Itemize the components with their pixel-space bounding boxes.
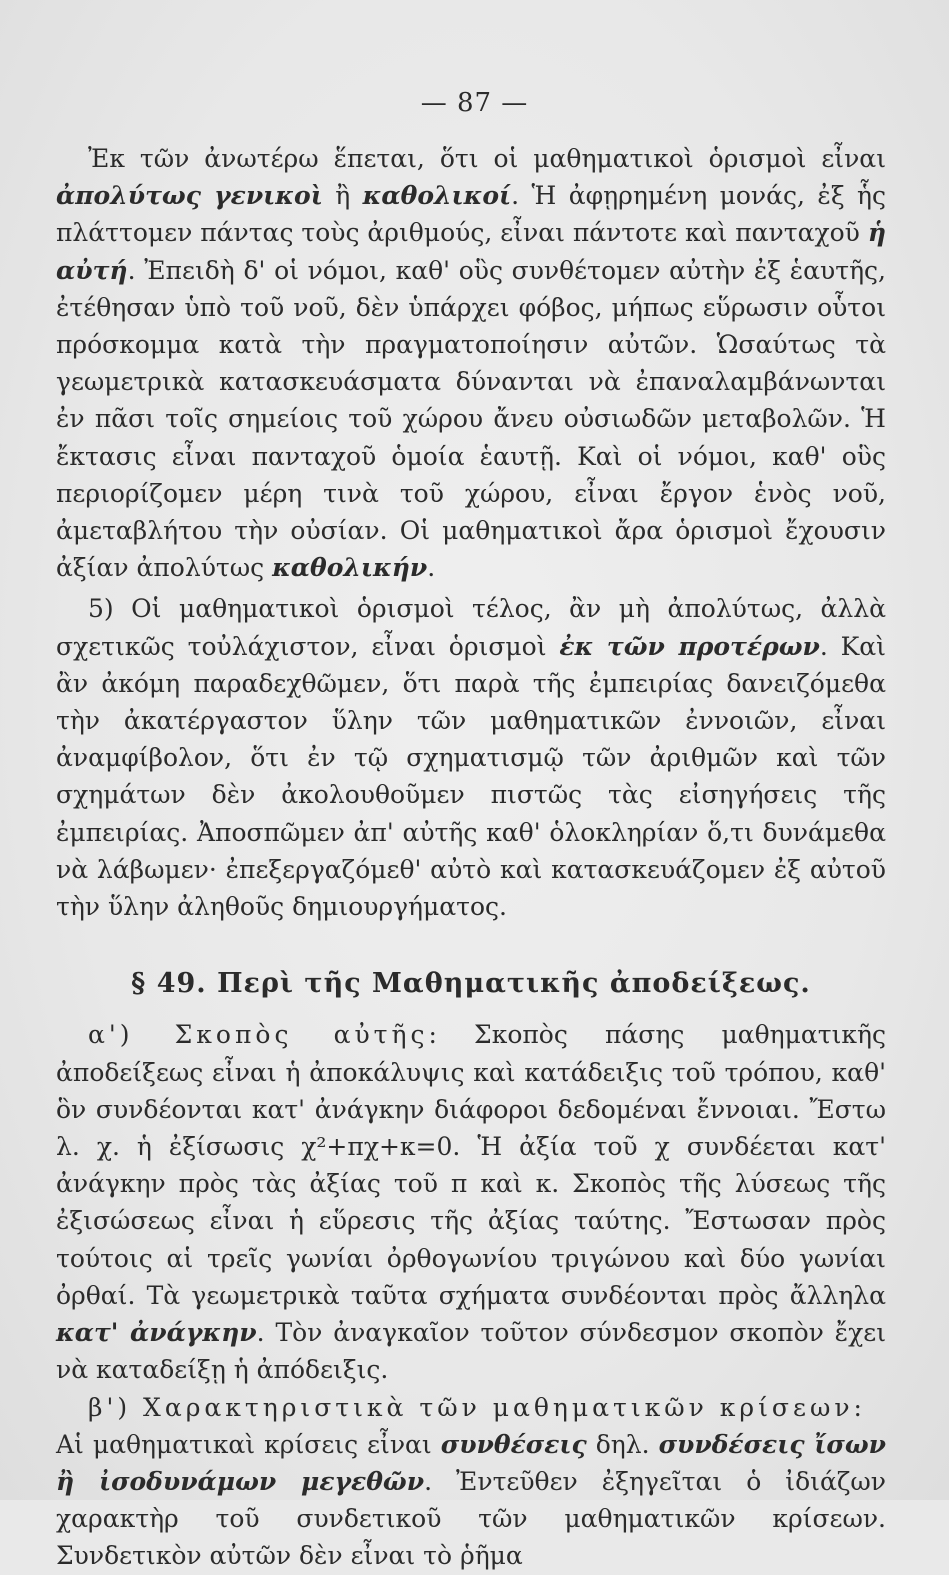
paragraph-2: [56, 590, 886, 925]
text-run: 5) Οἱ μαθηματικοὶ ὁρισμοὶ τέλος, ἂν μὴ ἀπολύτως, ἀλλὰ σχετικῶς τοὐλάχιστον, εἶναι ὁρισμοὶ: [56, 594, 886, 661]
emphasis: ἀπολύτως γενικοὶ: [56, 181, 323, 211]
text-run: Αἱ μαθηματικαὶ κρίσεις εἶναι: [56, 1429, 441, 1459]
section-a-label: α') Σκοπὸς αὐτῆς: [88, 1020, 429, 1050]
emphasis: ἡ αὐτή: [56, 218, 886, 285]
emphasis: συνδέσεις ἴσων ἢ ἰσοδυνάμων μεγεθῶν: [56, 1429, 886, 1496]
text-run: . Ἐπειδὴ δ' οἱ νόμοι, καθ' οὓς συνθέτομεν αὐτὴν ἐξ ἑαυτῆς, ἐτέθησαν ὑπὸ τοῦ νοῦ, δὲν ὑπάρχει φόβος, μήπως εὕρωσιν οὗτοι πρόσκομμα κατὰ τὴν πραγματοποίησιν αὐτῶν. Ὡσαύτως τὰ γεωμετρικὰ κατασκευάσματα δύνανται νὰ ἐπαναλαμβάνωνται ἐν πᾶσι τοῖς σημείοις τοῦ χώρου ἄνευ οὐσιωδῶν μεταβολῶν. Ἡ ἔκτασις εἶναι πανταχοῦ ὁμοία ἑαυτῇ. Καὶ οἱ νόμοι, καθ' οὓς περιορίζομεν μέρη τινὰ τοῦ χώρου, εἶναι ἔργον ἑνὸς νοῦ, ἀμεταβλήτου τὴν οὐσίαν. Οἱ μαθηματικοὶ ἄρα ὁρισμοὶ ἔχουσιν ἀξίαν ἀπολύτως: [56, 255, 886, 583]
text-run: .: [427, 553, 436, 583]
paragraph-1: [56, 140, 886, 586]
emphasis: καθολικήν: [272, 553, 428, 583]
body-text: [56, 140, 886, 1575]
text-run: δηλ.: [586, 1429, 659, 1459]
text-run: . Ἐντεῦθεν ἐξηγεῖται ὁ ἰδιάζων χαρακτὴρ τοῦ συνδετικοῦ τῶν μαθηματικῶν κρίσεων. Συνδετικὸν αὐτῶν δὲν εἶναι τὸ ῥῆμα: [56, 1466, 886, 1571]
emphasis: συνθέσεις: [440, 1429, 587, 1459]
section-b: [56, 1426, 886, 1575]
emphasis: κατ' ἀνάγκην: [56, 1318, 257, 1348]
text-run: :: [853, 1392, 862, 1422]
section-a: [56, 1016, 886, 1388]
text-run: . Καὶ ἂν ἀκόμη παραδεχθῶμεν, ὅτι παρὰ τῆς ἐμπειρίας δανειζόμεθα τὴν ἀκατέργαστον ὕλην τῶν μαθηματικῶν ἐννοιῶν, εἶναι ἀναμφίβολον, ὅτι ἐν τῷ σχηματισμῷ τῶν ἀριθμῶν καὶ τῶν σχημάτων δὲν ἀκολουθοῦμεν πιστῶς τὰς εἰσηγήσεις τῆς ἐμπειρίας. Ἀποσπῶμεν ἀπ' αὐτῆς καθ' ὁλοκληρίαν ὅ,τι δυνάμεθα νὰ λάβωμεν· ἐπεξεργαζόμεθ' αὐτὸ καὶ κατασκευάζομεν ἐξ αὐτοῦ τὴν ὕλην ἀληθοῦς δημιουργήματος.: [56, 631, 886, 922]
text-run: . Ἡ ἀφῃρημένη μονάς, ἐξ ἧς πλάττομεν πάντας τοὺς ἀριθμούς, εἶναι πάντοτε καὶ πανταχοῦ: [56, 181, 887, 248]
emphasis: καθολικοί: [362, 181, 512, 211]
text-run: Ἐκ τῶν ἀνωτέρω ἕπεται, ὅτι οἱ μαθηματικοὶ ὁρισμοὶ εἶναι: [88, 144, 886, 173]
section-b-label: β') Χαρακτηριστικὰ τῶν μαθηματικῶν κρίσεων: [88, 1392, 854, 1422]
page-number: — 87 —: [420, 88, 529, 118]
emphasis: ἐκ τῶν προτέρων: [559, 631, 820, 661]
text-run: . Τὸν ἀναγκαῖον τοῦτον σύνδεσμον σκοπὸν ἔχει νὰ καταδείξῃ ἡ ἀπόδειξις.: [56, 1318, 886, 1385]
section-b-title: [56, 1389, 886, 1426]
section-heading: § 49. Περὶ τῆς Μαθηματικῆς ἀποδείξεως.: [131, 968, 811, 1000]
text-run: : Σκοπὸς πάσης μαθηματικῆς ἀποδείξεως εἶναι ἡ ἀποκάλυψις καὶ κατάδειξις τοῦ τρόπου, καθ' ὃν συνδέονται κατ' ἀνάγκην διάφοροι δεδομέναι ἔννοιαι. Ἔστω λ. χ. ἡ ἐξίσωσις χ²+πχ+κ=0. Ἡ ἀξία τοῦ χ συνδέεται κατ' ἀνάγκην πρὸς τὰς ἀξίας τοῦ π καὶ κ. Σκοπὸς τῆς λύσεως τῆς ἐξισώσεως εἶναι ἡ εὕρεσις τῆς ἀξίας ταύτης. Ἔστωσαν πρὸς τούτοις αἱ τρεῖς γωνίαι ὀρθογωνίου τριγώνου καὶ δύο γωνίαι ὀρθαί. Τὰ γεωμετρικὰ ταῦτα σχήματα συνδέονται πρὸς ἄλληλα: [56, 1020, 886, 1310]
text-run: ἢ: [322, 181, 363, 211]
